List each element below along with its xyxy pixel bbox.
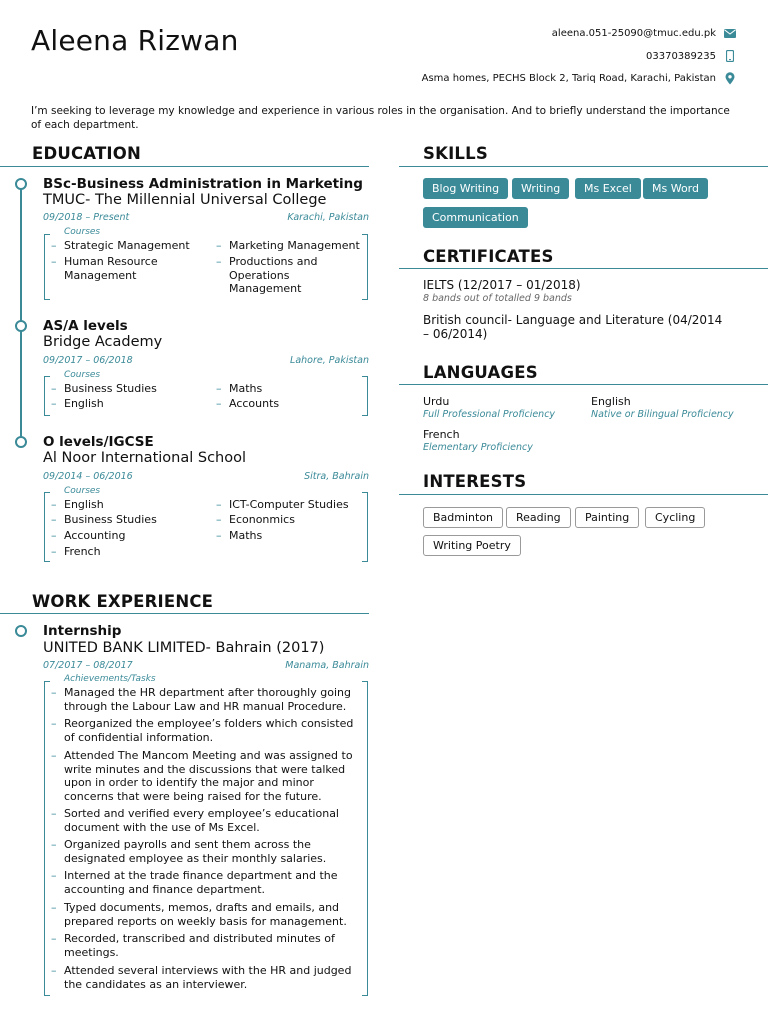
courses-bracket-left: [44, 492, 50, 562]
course-item: – French: [51, 545, 101, 558]
courses-label: Courses: [64, 486, 101, 496]
certificates-divider: [399, 268, 768, 269]
course-item: – Human Resource Management: [51, 255, 158, 282]
interests-divider: [399, 494, 768, 495]
skill-tag: Ms Excel: [575, 178, 641, 199]
skill-tag: Writing: [512, 178, 569, 199]
contact-address: [422, 72, 736, 84]
course-item: – Accounting: [51, 529, 126, 542]
language-level: Elementary Proficiency: [423, 442, 533, 453]
degree-title: AS/A levels: [43, 318, 128, 334]
course-item: – Strategic Management: [51, 239, 190, 252]
courses-bracket-left: [44, 234, 50, 300]
skill-tag: Communication: [423, 207, 528, 228]
phone-icon: [724, 50, 736, 62]
work-title: WORK EXPERIENCE: [32, 592, 214, 611]
course-item: – Accounts: [216, 397, 280, 410]
courses-bracket-left: [44, 376, 50, 416]
contact-phone: [646, 50, 736, 62]
languages-title: LANGUAGES: [423, 363, 538, 382]
timeline-dot: [15, 178, 27, 190]
course-item: – Productions and Operations Management: [216, 255, 318, 295]
language-name: English: [591, 395, 631, 408]
timeline-dot: [15, 625, 27, 637]
education-location: Lahore, Pakistan: [290, 355, 369, 366]
timeline-dot: [15, 436, 27, 448]
course-item: – Maths: [216, 382, 263, 395]
interest-tag: Reading: [506, 507, 571, 528]
course-item: – Maths: [216, 529, 263, 542]
contact-email: [552, 27, 736, 39]
language-name: Urdu: [423, 395, 450, 408]
courses-label: Courses: [64, 370, 101, 380]
work-divider: [0, 613, 369, 614]
interest-tag: Cycling: [645, 507, 705, 528]
location-pin-icon: [724, 72, 736, 84]
certificate-desc: 8 bands out of totalled 9 bands: [423, 293, 572, 304]
candidate-name: Aleena Rizwan: [31, 24, 239, 57]
work-location: Manama, Bahrain: [285, 660, 369, 671]
work-dates: 07/2017 – 08/2017: [43, 660, 133, 671]
task-item: – Attended several interviews with the HR and judged the candidates as an interviewer.: [51, 964, 352, 991]
education-dates: 09/2014 – 06/2016: [43, 471, 133, 482]
education-dates: 09/2017 – 06/2018: [43, 355, 133, 366]
skill-tag: Ms Word: [643, 178, 708, 199]
task-item: – Reorganized the employee’s folders which consisted of confidential information.: [51, 717, 354, 744]
education-divider: [0, 166, 369, 167]
course-item: – English: [51, 397, 104, 410]
task-item: – Organized payrolls and sent them across the designated employee as their monthly salaries.: [51, 838, 327, 865]
degree-title: O levels/IGCSE: [43, 434, 154, 450]
course-item: – Econonmics: [216, 513, 295, 526]
address-text: Asma homes, PECHS Block 2, Tariq Road, Karachi, Pakistan: [421, 72, 716, 84]
email-text: aleena.051-25090@tmuc.edu.pk: [551, 27, 716, 39]
courses-label: Courses: [64, 227, 101, 237]
skills-divider: [399, 166, 768, 167]
certificate-name: IELTS (12/2017 – 01/2018): [423, 278, 581, 292]
education-dates: 09/2018 – Present: [43, 212, 130, 223]
education-location: Karachi, Pakistan: [287, 212, 369, 223]
task-item: – Interned at the trade finance department and the accounting and finance department.: [51, 869, 338, 896]
tasks-bracket-left: [44, 681, 50, 996]
language-level: Full Professional Proficiency: [423, 409, 556, 420]
language-name: French: [423, 428, 460, 441]
course-item: – English: [51, 498, 104, 511]
phone-text: 03370389235: [646, 50, 716, 62]
language-level: Native or Bilingual Proficiency: [591, 409, 734, 420]
education-timeline: [20, 188, 22, 444]
task-item: – Typed documents, memos, drafts and emails, and prepared reports on weekly basis for management.: [51, 901, 347, 928]
task-item: – Managed the HR department after thoroughly going through the Labour Law and HR manual Procedure.: [51, 686, 351, 713]
education-title: EDUCATION: [32, 144, 141, 163]
interests-title: INTERESTS: [423, 472, 527, 491]
tasks-label: Achievements/Tasks: [64, 674, 156, 684]
course-item: – ICT-Computer Studies: [216, 498, 349, 511]
school-name: Al Noor International School: [43, 450, 247, 466]
degree-title: BSc-Business Administration in Marketing: [43, 176, 363, 192]
interest-tag: Painting: [575, 507, 639, 528]
interest-tag: Writing Poetry: [423, 535, 521, 556]
interest-tag: Badminton: [423, 507, 503, 528]
certificate-name: British council- Language and Literature (04/2014 – 06/2014): [423, 313, 723, 341]
languages-divider: [399, 384, 768, 385]
school-name: Bridge Academy: [43, 334, 163, 350]
envelope-icon: [724, 27, 736, 39]
skill-tag: Blog Writing: [423, 178, 508, 199]
profile-summary: I’m seeking to leverage my knowledge and experience in various roles in the organisation. And to briefly understand the importance of each department.: [31, 105, 730, 131]
task-item: – Sorted and verified every employee’s educational document with the use of Ms Excel.: [51, 807, 339, 834]
job-role: Internship: [43, 623, 122, 639]
education-location: Sitra, Bahrain: [304, 471, 369, 482]
course-item: – Marketing Management: [216, 239, 360, 252]
certificates-title: CERTIFICATES: [423, 247, 554, 266]
company-name: UNITED BANK LIMITED- Bahrain (2017): [43, 640, 325, 656]
course-item: – Business Studies: [51, 382, 157, 395]
skills-title: SKILLS: [423, 144, 488, 163]
timeline-dot: [15, 320, 27, 332]
tasks-bracket-right: [362, 681, 368, 996]
course-item: – Business Studies: [51, 513, 157, 526]
task-item: – Attended The Mancom Meeting and was assigned to write minutes and the discussions that were talked upon in order to identify the major and minor concerns that were being raised for the future.: [51, 749, 353, 803]
task-item: – Recorded, transcribed and distributed minutes of meetings.: [51, 932, 335, 959]
school-name: TMUC- The Millennial Universal College: [43, 192, 327, 208]
